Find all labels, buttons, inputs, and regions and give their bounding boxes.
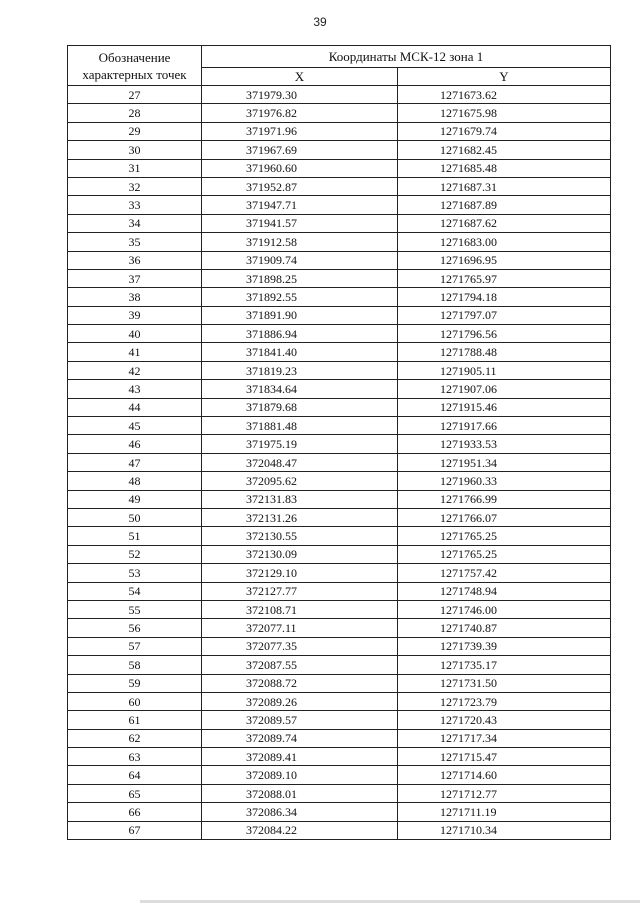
point-number-cell: 51 bbox=[68, 527, 202, 545]
x-coordinate-cell: 371892.55 bbox=[202, 288, 398, 306]
x-coordinate-cell: 371979.30 bbox=[202, 86, 398, 104]
y-coordinate-cell: 1271766.99 bbox=[398, 490, 611, 508]
x-coordinate-cell: 372048.47 bbox=[202, 453, 398, 471]
y-coordinate-cell: 1271687.89 bbox=[398, 196, 611, 214]
y-coordinate-cell: 1271711.19 bbox=[398, 803, 611, 821]
y-coordinate-cell: 1271748.94 bbox=[398, 582, 611, 600]
y-coordinate-cell: 1271757.42 bbox=[398, 564, 611, 582]
x-coordinate-cell: 372089.10 bbox=[202, 766, 398, 784]
y-coordinate-cell: 1271915.46 bbox=[398, 398, 611, 416]
point-number-cell: 29 bbox=[68, 122, 202, 140]
point-number-cell: 36 bbox=[68, 251, 202, 269]
y-coordinate-cell: 1271735.17 bbox=[398, 656, 611, 674]
point-number-cell: 56 bbox=[68, 619, 202, 637]
point-number-cell: 43 bbox=[68, 380, 202, 398]
point-number-cell: 64 bbox=[68, 766, 202, 784]
table-row bbox=[68, 711, 611, 729]
x-coordinate-cell: 372127.77 bbox=[202, 582, 398, 600]
table-row bbox=[68, 86, 611, 104]
point-number-cell: 61 bbox=[68, 711, 202, 729]
y-coordinate-cell: 1271717.34 bbox=[398, 729, 611, 747]
y-coordinate-cell: 1271905.11 bbox=[398, 361, 611, 379]
x-coordinate-cell: 371971.96 bbox=[202, 122, 398, 140]
point-number-cell: 58 bbox=[68, 656, 202, 674]
point-number-cell: 48 bbox=[68, 472, 202, 490]
table-row bbox=[68, 233, 611, 251]
x-coordinate-cell: 372077.11 bbox=[202, 619, 398, 637]
x-coordinate-cell: 372089.57 bbox=[202, 711, 398, 729]
point-number-cell: 42 bbox=[68, 361, 202, 379]
y-coordinate-cell: 1271907.06 bbox=[398, 380, 611, 398]
y-coordinate-cell: 1271685.48 bbox=[398, 159, 611, 177]
y-coordinate-cell: 1271739.39 bbox=[398, 637, 611, 655]
x-coordinate-cell: 372077.35 bbox=[202, 637, 398, 655]
point-number-cell: 30 bbox=[68, 141, 202, 159]
point-number-cell: 45 bbox=[68, 417, 202, 435]
x-coordinate-cell: 371947.71 bbox=[202, 196, 398, 214]
x-coordinate-cell: 371891.90 bbox=[202, 306, 398, 324]
table-row bbox=[68, 821, 611, 839]
point-number-cell: 41 bbox=[68, 343, 202, 361]
x-coordinate-cell: 372131.26 bbox=[202, 508, 398, 526]
table-row bbox=[68, 766, 611, 784]
y-coordinate-cell: 1271723.79 bbox=[398, 692, 611, 710]
table-body bbox=[68, 86, 611, 840]
page-number: 39 bbox=[313, 15, 327, 29]
y-coordinate-cell: 1271673.62 bbox=[398, 86, 611, 104]
point-number-cell: 62 bbox=[68, 729, 202, 747]
table-row bbox=[68, 122, 611, 140]
y-coordinate-cell: 1271917.66 bbox=[398, 417, 611, 435]
table-row bbox=[68, 104, 611, 122]
y-coordinate-cell: 1271731.50 bbox=[398, 674, 611, 692]
point-number-cell: 32 bbox=[68, 177, 202, 195]
x-coordinate-cell: 371841.40 bbox=[202, 343, 398, 361]
y-coordinate-cell: 1271682.45 bbox=[398, 141, 611, 159]
table-row bbox=[68, 214, 611, 232]
x-coordinate-cell: 371881.48 bbox=[202, 417, 398, 435]
point-number-cell: 47 bbox=[68, 453, 202, 471]
x-coordinate-cell: 372130.55 bbox=[202, 527, 398, 545]
point-number-cell: 53 bbox=[68, 564, 202, 582]
y-coordinate-cell: 1271788.48 bbox=[398, 343, 611, 361]
x-coordinate-cell: 372087.55 bbox=[202, 656, 398, 674]
table-row bbox=[68, 748, 611, 766]
x-coordinate-cell: 372089.74 bbox=[202, 729, 398, 747]
table-row bbox=[68, 600, 611, 618]
point-number-cell: 46 bbox=[68, 435, 202, 453]
x-coordinate-cell: 371952.87 bbox=[202, 177, 398, 195]
y-coordinate-cell: 1271746.00 bbox=[398, 600, 611, 618]
y-column-header: Y bbox=[398, 68, 611, 86]
x-coordinate-cell: 371912.58 bbox=[202, 233, 398, 251]
x-coordinate-cell: 372108.71 bbox=[202, 600, 398, 618]
coordinates-table bbox=[67, 45, 611, 840]
y-coordinate-cell: 1271687.62 bbox=[398, 214, 611, 232]
table-row bbox=[68, 453, 611, 471]
table-row bbox=[68, 306, 611, 324]
table-row bbox=[68, 692, 611, 710]
table-row bbox=[68, 729, 611, 747]
y-coordinate-cell: 1271712.77 bbox=[398, 784, 611, 802]
y-coordinate-cell: 1271960.33 bbox=[398, 472, 611, 490]
table-row bbox=[68, 527, 611, 545]
table-row bbox=[68, 545, 611, 563]
x-coordinate-cell: 372089.26 bbox=[202, 692, 398, 710]
point-number-cell: 34 bbox=[68, 214, 202, 232]
table-row bbox=[68, 490, 611, 508]
y-coordinate-cell: 1271714.60 bbox=[398, 766, 611, 784]
y-coordinate-cell: 1271696.95 bbox=[398, 251, 611, 269]
y-coordinate-cell: 1271679.74 bbox=[398, 122, 611, 140]
x-coordinate-cell: 372129.10 bbox=[202, 564, 398, 582]
table-row bbox=[68, 177, 611, 195]
table-row bbox=[68, 251, 611, 269]
table-row bbox=[68, 582, 611, 600]
coordinates-system-header: Координаты МСК-12 зона 1 bbox=[202, 46, 611, 68]
y-coordinate-cell: 1271797.07 bbox=[398, 306, 611, 324]
point-designation-header: Обозначение характерных точек bbox=[68, 46, 202, 86]
x-coordinate-cell: 372084.22 bbox=[202, 821, 398, 839]
table-row bbox=[68, 159, 611, 177]
table-row bbox=[68, 141, 611, 159]
table-row bbox=[68, 803, 611, 821]
coordinates-table-container bbox=[67, 45, 610, 840]
point-number-cell: 44 bbox=[68, 398, 202, 416]
table-row bbox=[68, 361, 611, 379]
y-coordinate-cell: 1271675.98 bbox=[398, 104, 611, 122]
point-number-cell: 52 bbox=[68, 545, 202, 563]
point-number-cell: 38 bbox=[68, 288, 202, 306]
table-row bbox=[68, 417, 611, 435]
y-coordinate-cell: 1271740.87 bbox=[398, 619, 611, 637]
x-coordinate-cell: 371960.60 bbox=[202, 159, 398, 177]
x-coordinate-cell: 371819.23 bbox=[202, 361, 398, 379]
x-coordinate-cell: 372086.34 bbox=[202, 803, 398, 821]
point-number-cell: 40 bbox=[68, 325, 202, 343]
y-coordinate-cell: 1271710.34 bbox=[398, 821, 611, 839]
y-coordinate-cell: 1271683.00 bbox=[398, 233, 611, 251]
point-number-cell: 33 bbox=[68, 196, 202, 214]
point-number-cell: 50 bbox=[68, 508, 202, 526]
point-number-cell: 67 bbox=[68, 821, 202, 839]
table-row bbox=[68, 269, 611, 287]
y-coordinate-cell: 1271794.18 bbox=[398, 288, 611, 306]
table-row bbox=[68, 619, 611, 637]
table-row bbox=[68, 325, 611, 343]
point-number-cell: 59 bbox=[68, 674, 202, 692]
y-coordinate-cell: 1271766.07 bbox=[398, 508, 611, 526]
point-number-cell: 66 bbox=[68, 803, 202, 821]
x-coordinate-cell: 372088.01 bbox=[202, 784, 398, 802]
point-number-cell: 27 bbox=[68, 86, 202, 104]
table-row bbox=[68, 564, 611, 582]
x-coordinate-cell: 371975.19 bbox=[202, 435, 398, 453]
x-coordinate-cell: 371879.68 bbox=[202, 398, 398, 416]
table-row bbox=[68, 380, 611, 398]
x-coordinate-cell: 371941.57 bbox=[202, 214, 398, 232]
point-number-cell: 35 bbox=[68, 233, 202, 251]
x-coordinate-cell: 371886.94 bbox=[202, 325, 398, 343]
point-number-cell: 63 bbox=[68, 748, 202, 766]
point-number-cell: 28 bbox=[68, 104, 202, 122]
y-coordinate-cell: 1271933.53 bbox=[398, 435, 611, 453]
point-number-cell: 60 bbox=[68, 692, 202, 710]
y-coordinate-cell: 1271687.31 bbox=[398, 177, 611, 195]
point-number-cell: 55 bbox=[68, 600, 202, 618]
x-coordinate-cell: 372131.83 bbox=[202, 490, 398, 508]
y-coordinate-cell: 1271715.47 bbox=[398, 748, 611, 766]
x-coordinate-cell: 372130.09 bbox=[202, 545, 398, 563]
x-coordinate-cell: 371967.69 bbox=[202, 141, 398, 159]
x-coordinate-cell: 371909.74 bbox=[202, 251, 398, 269]
x-coordinate-cell: 371898.25 bbox=[202, 269, 398, 287]
table-row bbox=[68, 784, 611, 802]
y-coordinate-cell: 1271765.25 bbox=[398, 545, 611, 563]
y-coordinate-cell: 1271765.97 bbox=[398, 269, 611, 287]
y-coordinate-cell: 1271796.56 bbox=[398, 325, 611, 343]
table-row bbox=[68, 508, 611, 526]
x-column-header: X bbox=[202, 68, 398, 86]
table-row bbox=[68, 674, 611, 692]
x-coordinate-cell: 372095.62 bbox=[202, 472, 398, 490]
table-row bbox=[68, 288, 611, 306]
table-header bbox=[68, 46, 611, 86]
point-number-cell: 37 bbox=[68, 269, 202, 287]
table-row bbox=[68, 656, 611, 674]
point-number-cell: 49 bbox=[68, 490, 202, 508]
point-number-cell: 31 bbox=[68, 159, 202, 177]
x-coordinate-cell: 371834.64 bbox=[202, 380, 398, 398]
y-coordinate-cell: 1271765.25 bbox=[398, 527, 611, 545]
y-coordinate-cell: 1271951.34 bbox=[398, 453, 611, 471]
table-row bbox=[68, 343, 611, 361]
point-number-cell: 39 bbox=[68, 306, 202, 324]
point-number-cell: 65 bbox=[68, 784, 202, 802]
x-coordinate-cell: 372089.41 bbox=[202, 748, 398, 766]
point-number-cell: 57 bbox=[68, 637, 202, 655]
table-row bbox=[68, 472, 611, 490]
page-bottom-edge bbox=[140, 900, 640, 903]
x-coordinate-cell: 372088.72 bbox=[202, 674, 398, 692]
table-row bbox=[68, 435, 611, 453]
x-coordinate-cell: 371976.82 bbox=[202, 104, 398, 122]
y-coordinate-cell: 1271720.43 bbox=[398, 711, 611, 729]
table-row bbox=[68, 196, 611, 214]
table-row bbox=[68, 637, 611, 655]
point-number-cell: 54 bbox=[68, 582, 202, 600]
table-row bbox=[68, 398, 611, 416]
